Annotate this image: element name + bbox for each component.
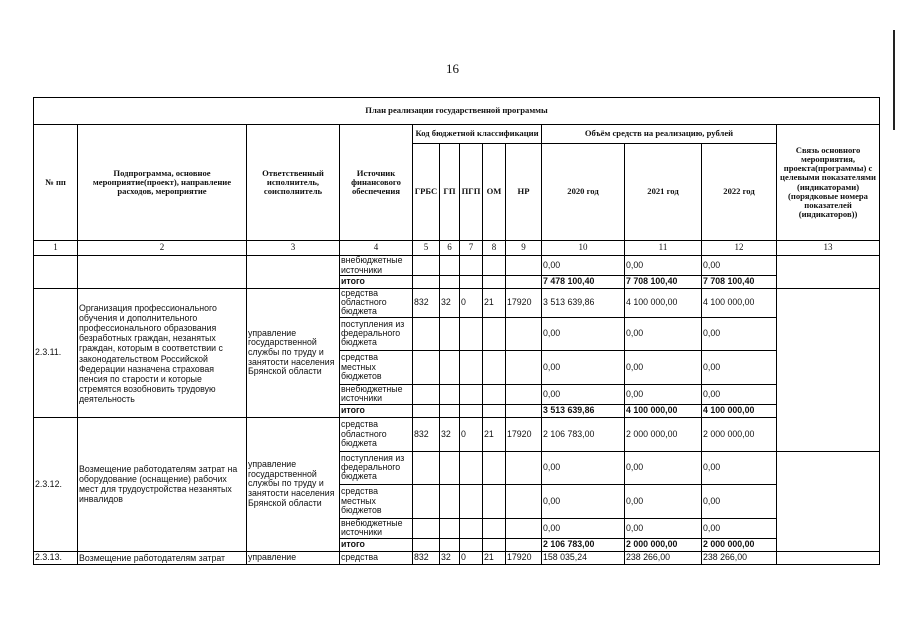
col-num: 9	[506, 241, 542, 256]
row-number: 2.3.12.	[34, 417, 78, 551]
total-2020: 2 106 783,00	[542, 538, 625, 551]
amount-2021: 0,00	[625, 350, 702, 384]
amount-2020: 0,00	[542, 350, 625, 384]
amount-2021: 0,00	[625, 317, 702, 350]
row-number: 2.3.13.	[34, 551, 78, 564]
total-2022: 7 708 100,40	[702, 276, 777, 289]
amount-2022: 0,00	[702, 256, 777, 276]
amount-2022: 0,00	[702, 518, 777, 538]
amount-2021: 4 100 000,00	[625, 289, 702, 318]
code-om: 21	[483, 551, 506, 564]
activity-name: Возмещение работодателям затрат	[78, 551, 247, 564]
amount-2020: 2 106 783,00	[542, 417, 625, 451]
code-om: 21	[483, 417, 506, 451]
header-source: Источник финансового обеспечения	[340, 125, 413, 241]
amount-2022: 0,00	[702, 451, 777, 484]
scan-edge-mark	[893, 30, 895, 130]
source-cell: внебюджетные источники	[340, 518, 413, 538]
amount-2022: 0,00	[702, 317, 777, 350]
responsible-executor: управление	[247, 551, 340, 564]
empty-cell	[34, 256, 78, 289]
header-name: Подпрограмма, основное мероприятие(проект), направление расходов, мероприятие	[78, 125, 247, 241]
code-om: 21	[483, 289, 506, 318]
header-gp: ГП	[440, 144, 460, 241]
header-nr: НР	[506, 144, 542, 241]
source-cell: средства местных бюджетов	[340, 350, 413, 384]
header-grbs: ГРБС	[413, 144, 440, 241]
amount-2020: 0,00	[542, 256, 625, 276]
amount-2022: 0,00	[702, 384, 777, 404]
col-num: 6	[440, 241, 460, 256]
total-2020: 3 513 639,86	[542, 404, 625, 417]
empty-cell	[777, 256, 880, 289]
source-cell: средства областного бюджета	[340, 289, 413, 318]
empty-cell	[247, 256, 340, 289]
code-grbs: 832	[413, 417, 440, 451]
code-gp: 32	[440, 417, 460, 451]
source-cell: внебюджетные источники	[340, 256, 413, 276]
col-num: 11	[625, 241, 702, 256]
code-nr: 17920	[506, 417, 542, 451]
amount-2020: 0,00	[542, 384, 625, 404]
code-grbs: 832	[413, 551, 440, 564]
amount-2021: 2 000 000,00	[625, 417, 702, 451]
amount-2020: 0,00	[542, 484, 625, 518]
total-2021: 7 708 100,40	[625, 276, 702, 289]
indicator-link-cell	[777, 451, 880, 551]
source-cell: внебюджетные источники	[340, 384, 413, 404]
total-2021: 4 100 000,00	[625, 404, 702, 417]
header-2021: 2021 год	[625, 144, 702, 241]
program-plan-table	[33, 97, 880, 565]
amount-2022: 2 000 000,00	[702, 417, 777, 451]
responsible-executor: управление государственной службы по труду и занятости населения Брянской области	[247, 289, 340, 418]
table-row	[34, 417, 880, 451]
amount-2022: 0,00	[702, 484, 777, 518]
col-num: 7	[460, 241, 483, 256]
amount-2021: 0,00	[625, 384, 702, 404]
header-2020: 2020 год	[542, 144, 625, 241]
amount-2020: 0,00	[542, 317, 625, 350]
amount-2020: 0,00	[542, 518, 625, 538]
header-pp: № пп	[34, 125, 78, 241]
amount-2022: 0,00	[702, 350, 777, 384]
source-cell: средства областного бюджета	[340, 417, 413, 451]
col-num: 8	[483, 241, 506, 256]
code-pgp: 0	[460, 289, 483, 318]
row-number: 2.3.11.	[34, 289, 78, 418]
amount-2021: 238 266,00	[625, 551, 702, 564]
header-budget-code: Код бюджетной классификации	[413, 125, 542, 144]
activity-name: Организация профессионального обучения и дополнительного профессионального образования безработных граждан, незанятых граждан, которым в соответствии с законодательством Российской Федерации назначена страховая пенсия по старости и которые стремятся возобновить трудовую деятельность	[78, 289, 247, 418]
source-cell: средства местных бюджетов	[340, 484, 413, 518]
amount-2020: 3 513 639,86	[542, 289, 625, 318]
total-label: итого	[340, 404, 413, 417]
header-indicator-link: Связь основного мероприятия, проекта(программы) с целевыми показателями (индикаторами) (порядковые номера показателей (индикаторов))	[777, 125, 880, 241]
indicator-link-cell	[777, 289, 880, 452]
header-pgp: ПГП	[460, 144, 483, 241]
col-num: 4	[340, 241, 413, 256]
code-pgp: 0	[460, 417, 483, 451]
activity-name: Возмещение работодателям затрат на оборудование (оснащение) рабочих мест для трудоустройства незанятых инвалидов	[78, 417, 247, 551]
table-row	[34, 256, 880, 276]
total-label: итого	[340, 276, 413, 289]
responsible-executor: управление государственной службы по труду и занятости населения Брянской области	[247, 417, 340, 551]
col-num: 10	[542, 241, 625, 256]
source-cell: поступления из федерального бюджета	[340, 451, 413, 484]
code-nr: 17920	[506, 551, 542, 564]
total-label: итого	[340, 538, 413, 551]
amount-2020: 158 035,24	[542, 551, 625, 564]
amount-2021: 0,00	[625, 451, 702, 484]
indicator-link-cell	[777, 551, 880, 564]
col-num: 1	[34, 241, 78, 256]
amount-2022: 4 100 000,00	[702, 289, 777, 318]
code-nr: 17920	[506, 289, 542, 318]
total-2020: 7 478 100,40	[542, 276, 625, 289]
source-cell: средства	[340, 551, 413, 564]
code-gp: 32	[440, 551, 460, 564]
column-number-row	[34, 241, 880, 256]
table-row	[34, 289, 880, 318]
col-num: 13	[777, 241, 880, 256]
total-2022: 4 100 000,00	[702, 404, 777, 417]
amount-2022: 238 266,00	[702, 551, 777, 564]
header-2022: 2022 год	[702, 144, 777, 241]
amount-2021: 0,00	[625, 484, 702, 518]
code-gp: 32	[440, 289, 460, 318]
col-num: 12	[702, 241, 777, 256]
table-title: План реализации государственной программы	[34, 98, 880, 125]
page-number: 16	[446, 61, 459, 76]
total-2021: 2 000 000,00	[625, 538, 702, 551]
header-om: ОМ	[483, 144, 506, 241]
code-pgp: 0	[460, 551, 483, 564]
empty-cell	[78, 256, 247, 289]
amount-2021: 0,00	[625, 518, 702, 538]
col-num: 3	[247, 241, 340, 256]
header-funds: Объём средств на реализацию, рублей	[542, 125, 777, 144]
header-responsible: Ответственный исполнитель, соисполнитель	[247, 125, 340, 241]
amount-2020: 0,00	[542, 451, 625, 484]
col-num: 2	[78, 241, 247, 256]
amount-2021: 0,00	[625, 256, 702, 276]
total-2022: 2 000 000,00	[702, 538, 777, 551]
code-grbs: 832	[413, 289, 440, 318]
table-row	[34, 551, 880, 564]
col-num: 5	[413, 241, 440, 256]
source-cell: поступления из федерального бюджета	[340, 317, 413, 350]
